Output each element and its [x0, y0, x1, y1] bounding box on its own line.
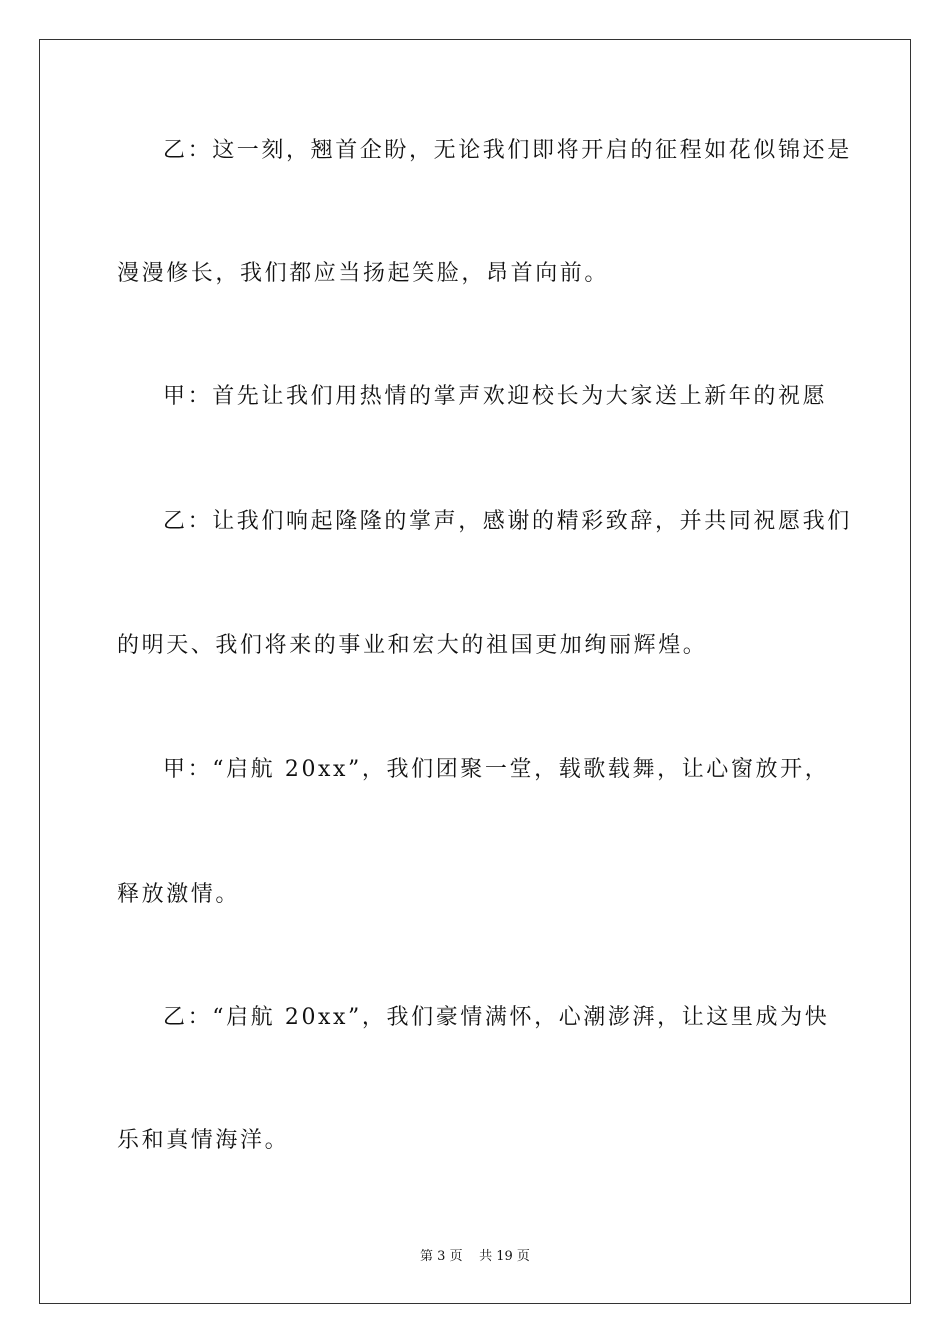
page-number: 第 3 页: [420, 1249, 463, 1264]
paragraph-1-line-2: 漫漫修长，我们都应当扬起笑脸，昂首向前。: [117, 261, 610, 286]
paragraph-1-line-1: 乙：这一刻，翘首企盼，无论我们即将开启的征程如花似锦还是: [163, 138, 852, 163]
paragraph-4-line-1: 甲：“启航 20xx”，我们团聚一堂，载歌载舞，让心窗放开，: [163, 757, 830, 782]
page-footer: [0, 1248, 950, 1266]
page-border: [39, 39, 911, 1304]
paragraph-3-line-1: 乙：让我们响起隆隆的掌声，感谢的精彩致辞，并共同祝愿我们: [163, 509, 852, 534]
paragraph-3-line-2: 的明天、我们将来的事业和宏大的祖国更加绚丽辉煌。: [117, 633, 708, 658]
paragraph-2-line-1: 甲：首先让我们用热情的掌声欢迎校长为大家送上新年的祝愿: [163, 384, 828, 409]
paragraph-4-line-2: 释放激情。: [117, 882, 241, 907]
paragraph-5-line-2: 乐和真情海洋。: [117, 1128, 290, 1153]
paragraph-5-line-1: 乙：“启航 20xx”，我们豪情满怀，心潮澎湃，让这里成为快: [163, 1005, 830, 1030]
page-total: 共 19 页: [479, 1249, 530, 1264]
